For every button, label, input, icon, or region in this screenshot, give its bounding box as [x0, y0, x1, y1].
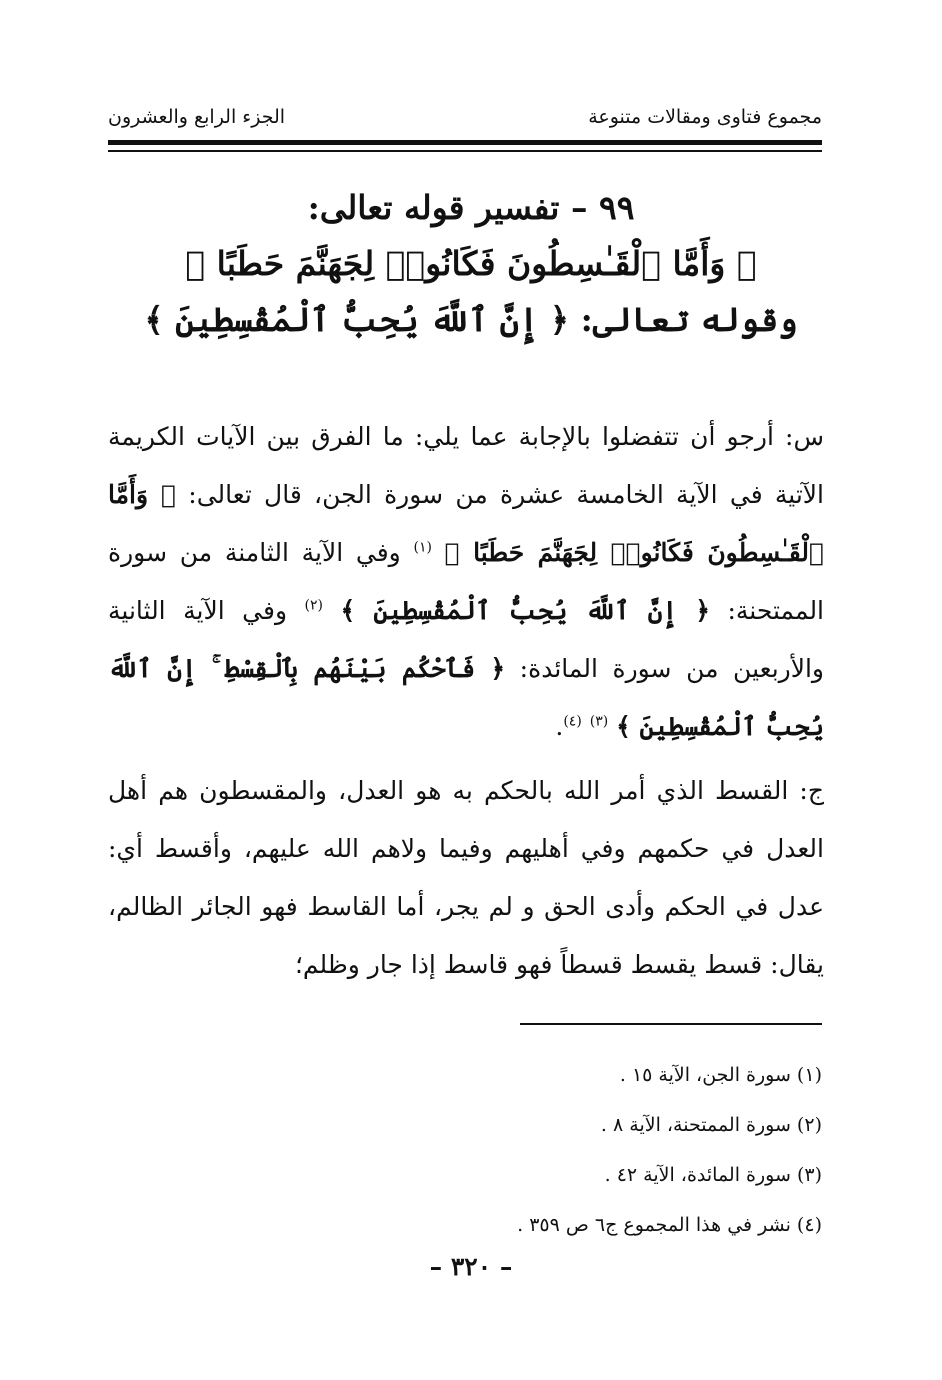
footnote-separator [520, 1023, 822, 1025]
page-number: – ٣٢٠ – [429, 1252, 513, 1281]
quran-quote-3: ﴿ فَٱحْكُم بَيْنَهُم بِٱلْقِسْطِ ۚ إِنَّ ٱللَّهَ يُحِبُّ ٱلْمُقْسِطِينَ ﴾ [108, 654, 824, 741]
question-text-1: س: أرجو أن تتفضلوا بالإجابة عما يلي: ما الفرق بين الآيات الكريمة الآتية في الآية الخامسة عشرة من سورة الجن، قال تعالى: [108, 422, 824, 509]
title-line-1: ٩٩ – تفسير قوله تعالى: [307, 188, 635, 227]
body-text [108, 408, 824, 994]
question-text-2: وفي الآية الثامنة من سورة الممتحنة: [108, 538, 825, 625]
footnote-ref-2: (٢) [304, 597, 323, 614]
book-title: مجموع فتاوى ومقالات متنوعة [588, 106, 822, 128]
title-line-3: وقوله تعالى: ﴿ إِنَّ ٱللَّهَ يُحِبُّ ٱلْمُقْسِطِينَ ﴾ [144, 300, 798, 339]
footnotes [222, 1050, 822, 1250]
footnote-ref-4: (٤) [563, 713, 582, 730]
footnote-ref-3: (٣) [589, 713, 609, 730]
quran-quote-2: ﴿ إِنَّ ٱللَّهَ يُحِبُّ ٱلْمُقْسِطِينَ ﴾ [340, 596, 710, 625]
footnote-3: (٣) سورة المائدة، الآية ٤٢ . [604, 1164, 822, 1186]
question-text-3: وفي الآية الثانية والأربعين من سورة المائدة: [108, 596, 825, 683]
chapter-title [110, 180, 832, 348]
title-line-2: ﴿ وَأَمَّا ٱلْقَـٰسِطُونَ فَكَانُوا۟ لِجَهَنَّمَ حَطَبًا ﴾ [185, 244, 757, 283]
answer-paragraph: ج: القسط الذي أمر الله بالحكم به هو العدل، والمقسطون هم أهل العدل في حكمهم وفي أهليهم وفيما ولاهم الله عليهم، وأقسط أي: عدل في الحكم وأدى الحق و لم يجر، أما القاسط فهو الجائر الظالم، يقال: قسط يقسط قسطاً فهو قاسط إذا جار وظلم؛ [108, 776, 824, 979]
volume-label: الجزء الرابع والعشرون [108, 106, 286, 128]
quran-quote-1: ﴿ وَأَمَّا ٱلْقَـٰسِطُونَ فَكَانُوا۟ لِجَهَنَّمَ حَطَبًا ﴾ [108, 480, 824, 567]
running-header [108, 100, 822, 134]
question-end: . [555, 712, 564, 741]
footnote-1: (١) سورة الجن، الآية ١٥ . [619, 1064, 822, 1086]
header-rule-thick [108, 140, 822, 145]
footnote-4: (٤) نشر في هذا المجموع ج٦ ص ٣٥٩ . [517, 1214, 822, 1236]
footnote-2: (٢) سورة الممتحنة، الآية ٨ . [600, 1114, 822, 1136]
header-rule-thin [108, 150, 822, 152]
question-paragraph [108, 408, 824, 756]
footnote-ref-1: (١) [413, 539, 432, 556]
